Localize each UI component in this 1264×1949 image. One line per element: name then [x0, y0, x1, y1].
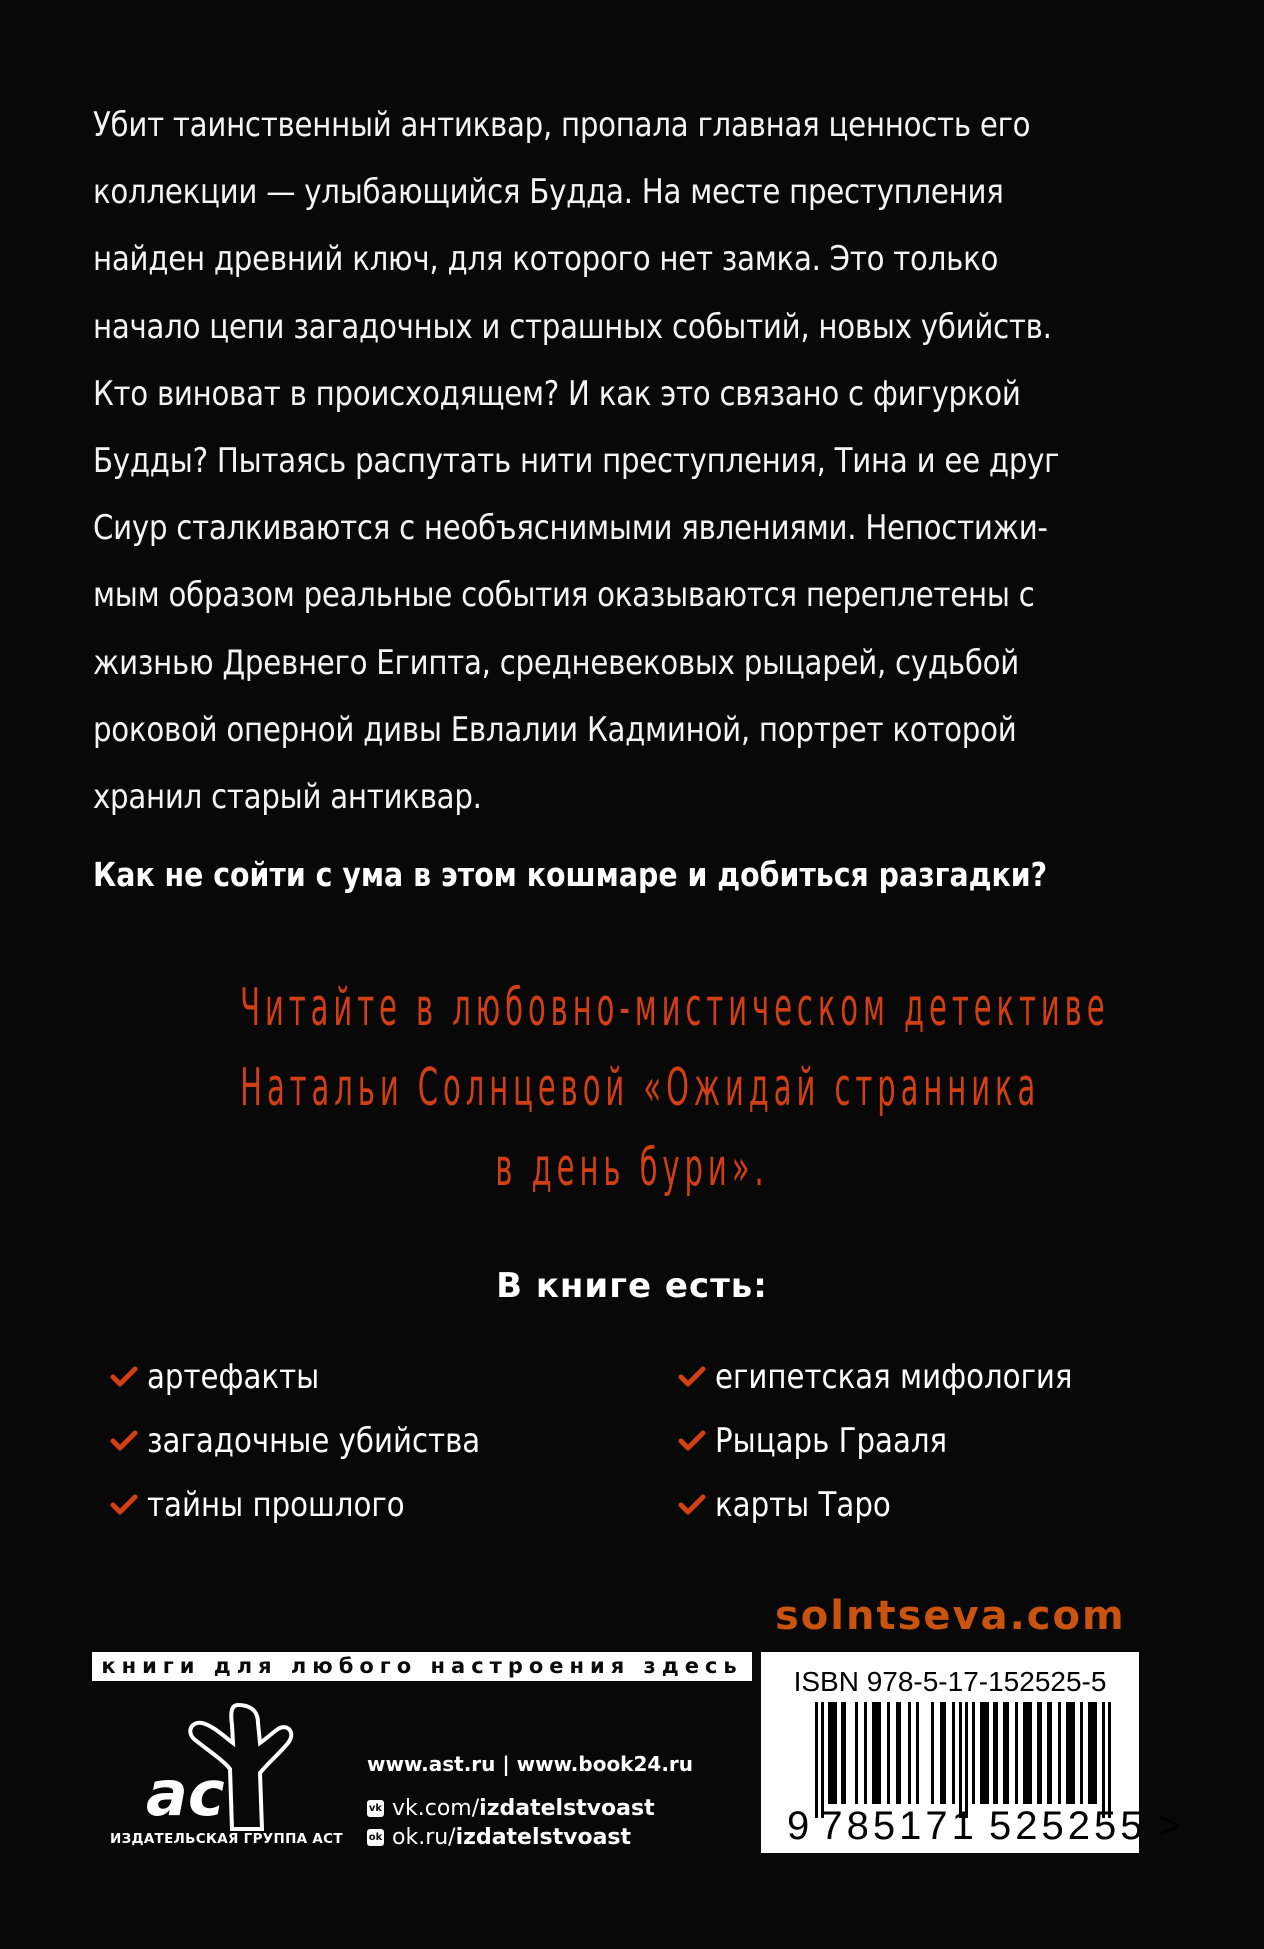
checkmark-icon	[110, 1430, 138, 1452]
feature-item	[110, 1357, 347, 1397]
ok-link[interactable]: ok ok.ru/ izdatelstvoast	[368, 1825, 632, 1850]
features-heading: В книге есть:	[496, 1266, 768, 1306]
description-line: мым образом реальные события оказываются переплетены с	[93, 575, 1035, 616]
description-line: Убит таинственный антиквар, пропала главная ценность его	[93, 105, 1031, 145]
checkmark-icon	[678, 1366, 706, 1388]
description-line: коллекции — улыбающийся Будда. На месте преступления	[93, 172, 1004, 213]
description-line: хранил старый антиквар.	[93, 777, 482, 818]
description-paragraph	[93, 92, 1060, 831]
promo-line: Натальи Солнцевой «Ожидай странника	[240, 1058, 1041, 1118]
description-line: Кто виноват в происходящем? И как это связано с фигуркой	[93, 373, 1021, 414]
checkmark-icon	[110, 1494, 138, 1516]
promo-line: в день бури».	[495, 1138, 769, 1198]
publisher-name: ИЗДАТЕЛЬСКАЯ ГРУППА АСТ	[110, 1831, 343, 1847]
promo-block	[0, 968, 1264, 1208]
barcode-bars-icon	[815, 1702, 1111, 1818]
feature-label: карты Таро	[715, 1485, 891, 1525]
isbn-number: ISBN 978-5-17-152525-5	[793, 1666, 1107, 1697]
teaser-question: Как не сойти с ума в этом кошмаре и добиться разгадки?	[93, 855, 1048, 894]
feature-label: египетская мифология	[715, 1357, 1073, 1397]
description-line: найден древний ключ, для которого нет замка. Это только	[93, 239, 999, 280]
publisher-tagline: книги для любого настроения здесь	[92, 1652, 752, 1681]
description-line: начало цепи загадочных и страшных событий, новых убийств.	[93, 306, 1052, 347]
ok-icon: ok	[367, 1829, 384, 1846]
publisher-websites[interactable]: www.ast.ru | www.book24.ru	[367, 1752, 694, 1776]
checkmark-icon	[110, 1366, 138, 1388]
feature-item	[110, 1485, 447, 1525]
ast-logo	[140, 1703, 300, 1833]
promo-line: Читайте в любовно-мистическом детективе	[240, 978, 1110, 1038]
description-line: роковой оперной дивы Евлалии Кадминой, портрет которой	[93, 709, 1017, 750]
feature-label: артефакты	[147, 1357, 320, 1397]
isbn-barcode	[761, 1652, 1181, 1853]
vk-icon: vk	[367, 1800, 384, 1817]
feature-item	[678, 1421, 985, 1461]
feature-label: Рыцарь Грааля	[715, 1421, 948, 1461]
description-line: Будды? Пытаясь распутать нити преступления, Тина и ее друг	[93, 441, 1060, 482]
feature-item	[110, 1421, 534, 1461]
svg-text:ac: ac	[146, 1757, 225, 1830]
description-line: жизнью Древнего Египта, средневековых рыцарей, судьбой	[93, 642, 1020, 683]
feature-label: тайны прошлого	[147, 1485, 405, 1525]
author-website-link[interactable]: solntseva.com	[775, 1593, 1126, 1639]
feature-label: загадочные убийства	[147, 1421, 481, 1461]
barcode-digits: 9 785171 525255 >	[787, 1804, 1181, 1848]
feature-item	[678, 1485, 919, 1525]
checkmark-icon	[678, 1494, 706, 1516]
checkmark-icon	[678, 1430, 706, 1452]
feature-item	[678, 1357, 1131, 1397]
description-line: Сиур сталкиваются с необъяснимыми явлениями. Непостижи-	[93, 508, 1048, 549]
vk-link[interactable]: vk vk.com/ izdatelstvoast	[368, 1796, 655, 1821]
